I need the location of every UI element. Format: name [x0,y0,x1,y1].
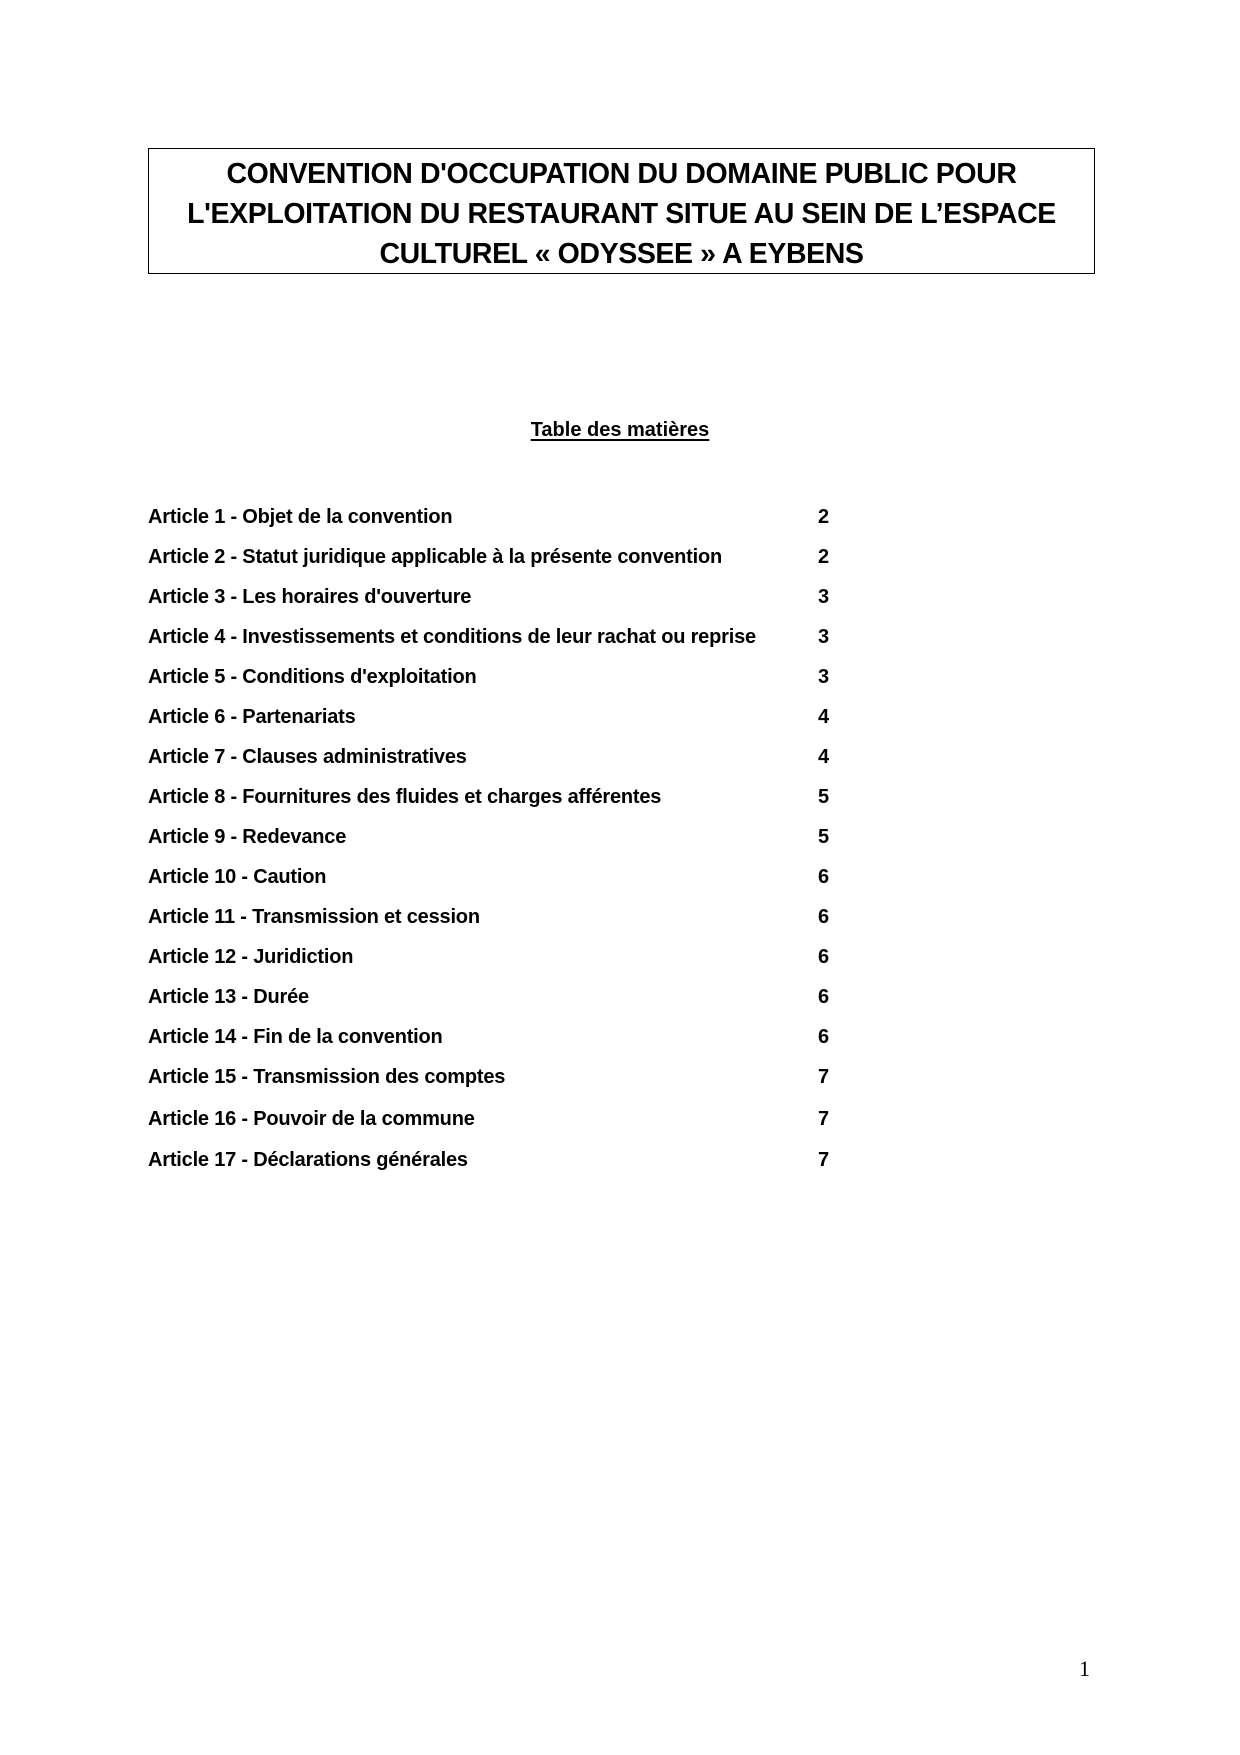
toc-entry-page: 7 [818,1149,830,1171]
toc-entry-label: Article 8 - Fournitures des fluides et charges afférentes [148,786,662,808]
toc-entry-page: 6 [818,986,830,1008]
toc-entry-page: 6 [818,1026,830,1048]
title-line: CULTUREL « ODYSSEE » A EYBENS [379,238,864,270]
toc-entry[interactable] [148,705,848,745]
toc-entry-page: 3 [818,666,830,688]
toc-entry-label: Article 13 - Durée [148,986,309,1008]
toc-entry[interactable] [148,865,848,905]
toc-entry-label: Article 1 - Objet de la convention [148,506,453,528]
toc-entry-label: Article 11 - Transmission et cession [148,906,480,928]
toc-entry-page: 4 [818,706,830,728]
toc-entry[interactable] [148,945,848,985]
toc-entry-label: Article 15 - Transmission des comptes [148,1066,506,1088]
toc-entry[interactable] [148,545,848,585]
page-number: 1 [1079,1656,1090,1681]
toc-entry-label: Article 2 - Statut juridique applicable à la présente convention [148,546,722,568]
toc-entry[interactable] [148,825,848,865]
toc-entry-page: 5 [818,786,830,808]
toc-entry-page: 5 [818,826,830,848]
toc-entry-label: Article 4 - Investissements et conditions de leur rachat ou reprise [148,626,756,648]
toc-entry-label: Article 10 - Caution [148,866,327,888]
toc-entry-label: Article 17 - Déclarations générales [148,1149,468,1171]
toc-entry-page: 4 [818,746,830,768]
toc-entry-label: Article 6 - Partenariats [148,706,356,728]
document-title [187,154,1056,274]
toc-entry[interactable] [148,1065,848,1107]
toc-entry-label: Article 7 - Clauses administratives [148,746,467,768]
toc-entry-label: Article 5 - Conditions d'exploitation [148,666,477,688]
toc-entry-label: Article 16 - Pouvoir de la commune [148,1107,475,1130]
title-box [148,148,1095,274]
toc-entry-page: 6 [818,946,830,968]
toc-entry[interactable] [148,905,848,945]
title-line: CONVENTION D'OCCUPATION DU DOMAINE PUBLIC POUR [226,158,1017,190]
toc-entry[interactable] [148,1025,848,1065]
toc-entry-page: 7 [818,1107,830,1130]
toc-entry[interactable] [148,1107,848,1149]
table-of-contents [148,505,848,1188]
toc-entry-label: Article 9 - Redevance [148,826,347,848]
toc-entry-page: 6 [818,866,830,888]
toc-entry-label: Article 14 - Fin de la convention [148,1026,443,1048]
toc-entry[interactable] [148,1148,848,1188]
toc-entry-page: 7 [818,1066,830,1088]
toc-entry-page: 3 [818,626,830,648]
toc-entry[interactable] [148,785,848,825]
toc-entry-page: 2 [818,546,830,568]
title-line: L'EXPLOITATION DU RESTAURANT SITUE AU SEIN DE L’ESPACE [187,198,1056,230]
toc-entry-page: 6 [818,906,830,928]
toc-entry[interactable] [148,745,848,785]
toc-entry[interactable] [148,625,848,665]
toc-entry[interactable] [148,665,848,705]
toc-entry-page: 3 [818,586,830,608]
toc-entry-page: 2 [818,506,830,528]
toc-entry-label: Article 12 - Juridiction [148,946,354,968]
toc-entry[interactable] [148,585,848,625]
toc-entry[interactable] [148,505,848,545]
toc-entry-label: Article 3 - Les horaires d'ouverture [148,586,472,608]
toc-heading: Table des matières [530,419,710,441]
toc-entry[interactable] [148,985,848,1025]
